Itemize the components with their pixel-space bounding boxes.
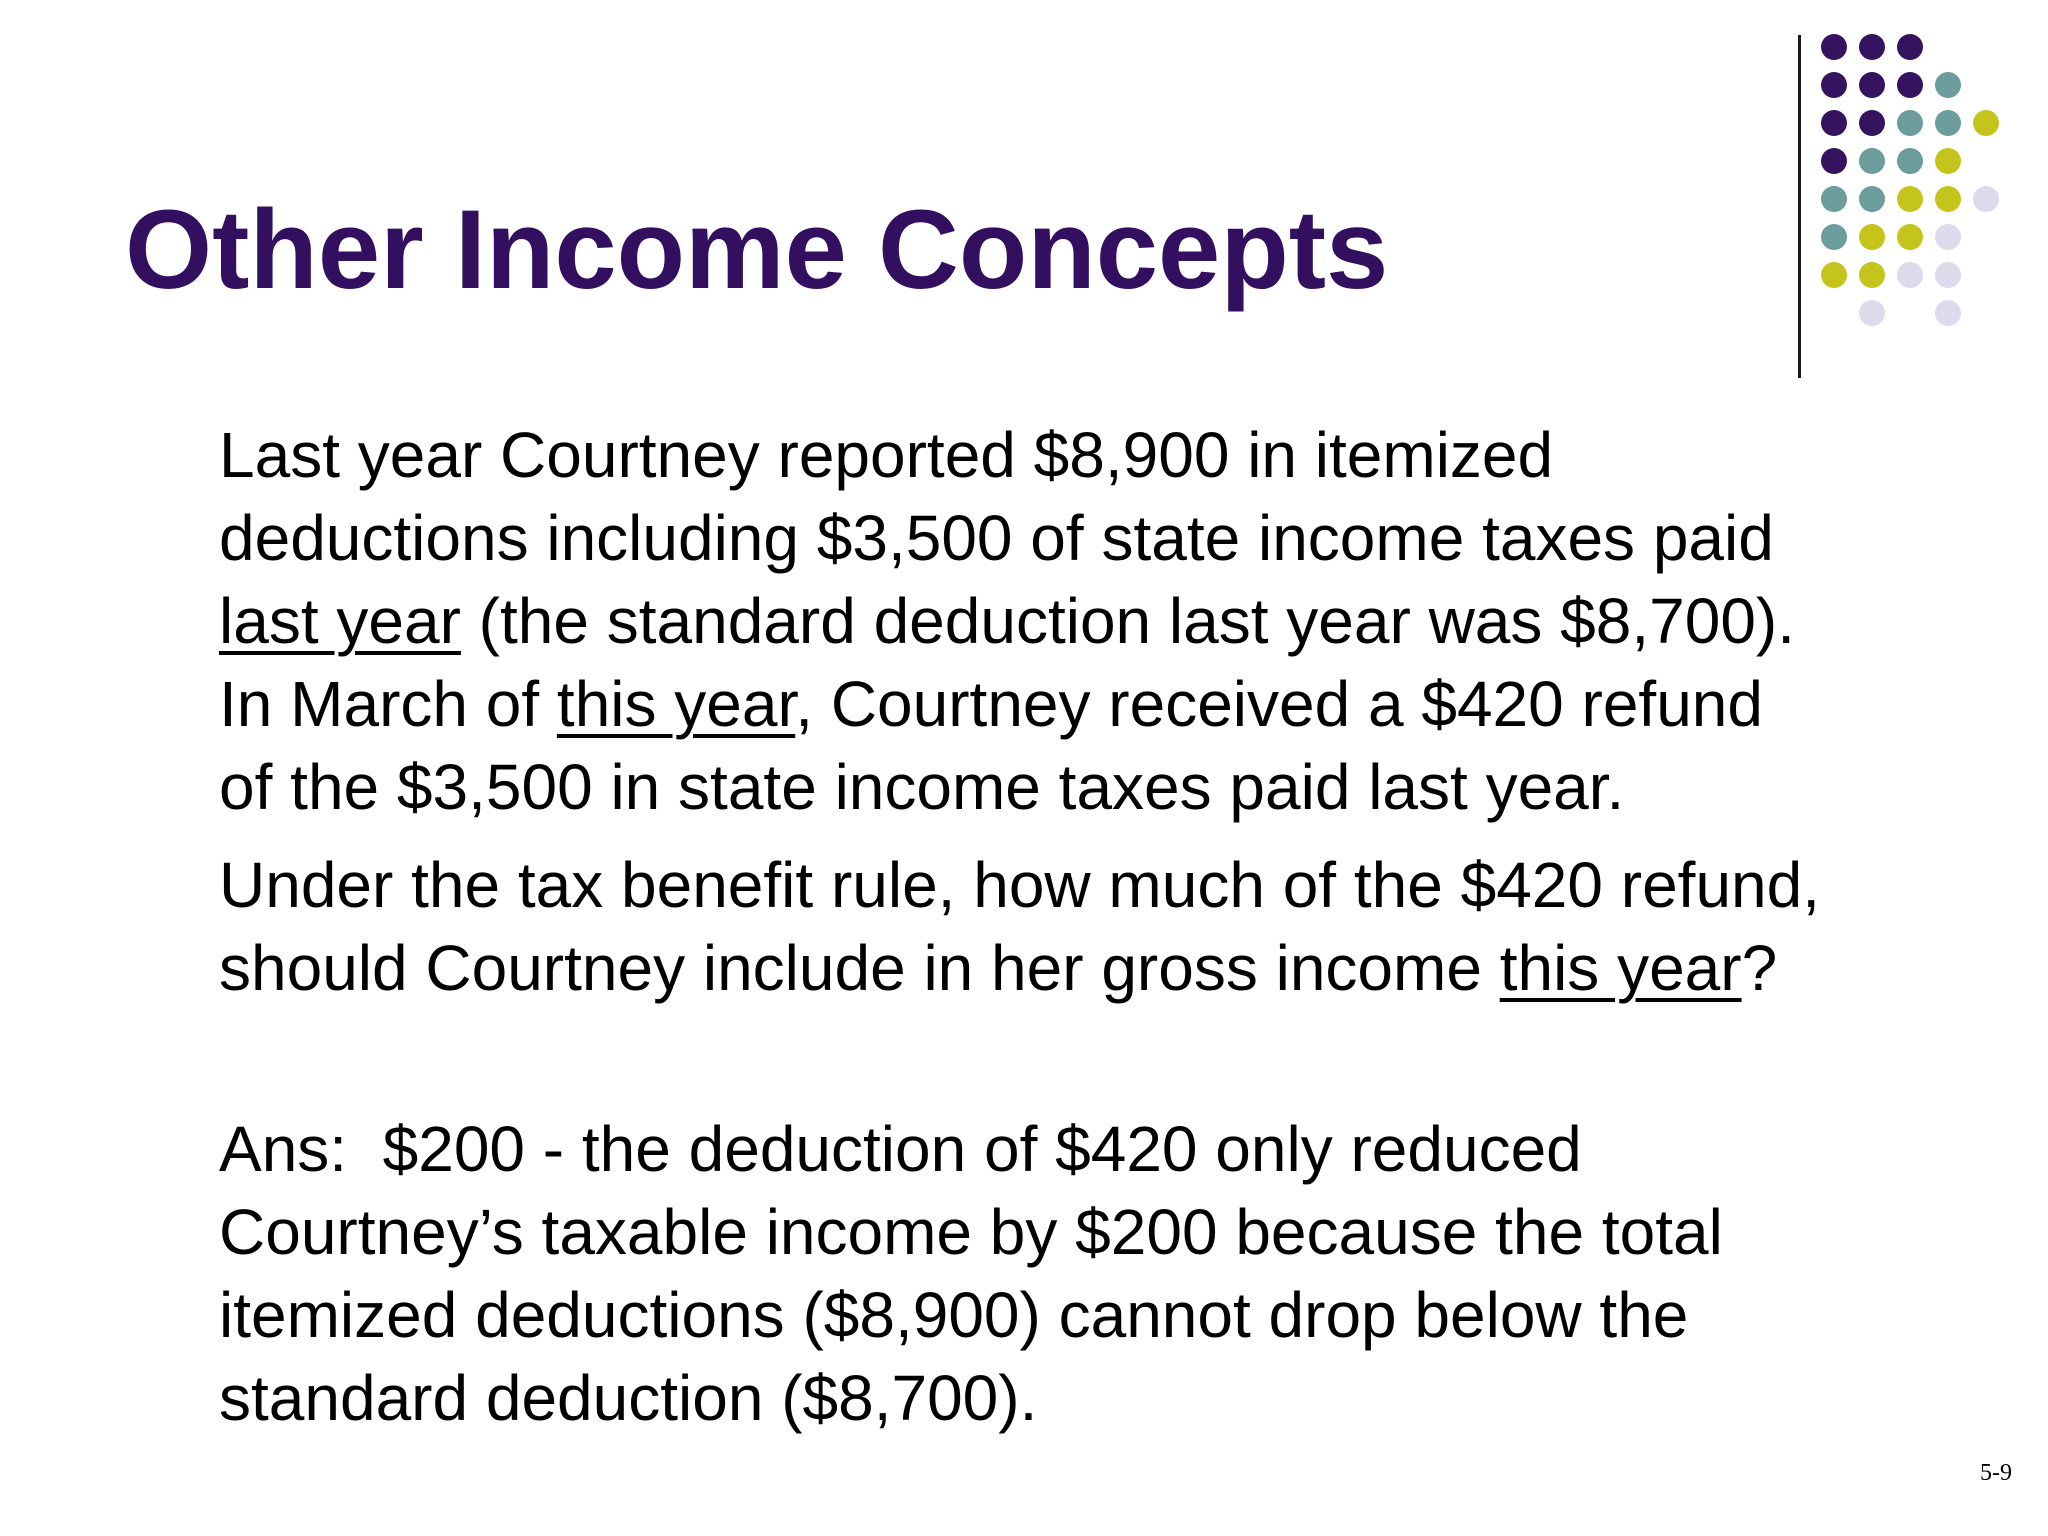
- text-run: Courtney’s taxable income by $200 because the total: [219, 1196, 1723, 1268]
- slide-title: Other Income Concepts: [125, 187, 1389, 312]
- text-run: should Courtney include in her gross income: [219, 932, 1500, 1004]
- dot: [1821, 186, 1847, 212]
- text-run: In March of: [219, 668, 557, 740]
- dot: [1935, 262, 1961, 288]
- title-divider-line: [1798, 35, 1801, 378]
- dot: [1973, 186, 1999, 212]
- text-run: Ans: $200 - the deduction of $420 only reduced: [219, 1113, 1582, 1185]
- dot: [1821, 224, 1847, 250]
- dot: [1935, 110, 1961, 136]
- text-run: Under the tax benefit rule, how much of the $420 refund,: [219, 849, 1820, 921]
- dot: [1935, 224, 1961, 250]
- dot: [1859, 110, 1885, 136]
- text-run: of the $3,500 in state income taxes paid last year.: [219, 751, 1625, 823]
- dot: [1859, 300, 1885, 326]
- text-line: [219, 580, 2019, 663]
- text-line: [219, 1357, 2019, 1440]
- dot: [1935, 72, 1961, 98]
- dot: [1897, 186, 1923, 212]
- dot: [1859, 186, 1885, 212]
- dot: [1859, 262, 1885, 288]
- dot: [1897, 72, 1923, 98]
- dot: [1897, 224, 1923, 250]
- dot: [1935, 186, 1961, 212]
- text-run: , Courtney received a $420 refund: [795, 668, 1763, 740]
- text-line: [219, 1108, 2019, 1191]
- text-run: deductions including $3,500 of state income taxes paid: [219, 502, 1774, 574]
- text-line: [219, 1274, 2019, 1357]
- dot: [1973, 110, 1999, 136]
- text-run: ?: [1741, 932, 1778, 1004]
- text-run: standard deduction ($8,700).: [219, 1362, 1038, 1434]
- dot: [1821, 110, 1847, 136]
- dot: [1897, 110, 1923, 136]
- text-line: [219, 927, 2019, 1010]
- dot: [1821, 72, 1847, 98]
- text-line: [219, 844, 2019, 927]
- dot: [1859, 148, 1885, 174]
- paragraph-question: [219, 844, 2019, 1010]
- text-line: [219, 497, 2019, 580]
- text-line: [219, 414, 2019, 497]
- dot: [1897, 262, 1923, 288]
- text-line: [219, 746, 2019, 829]
- underlined-text-run: last year: [219, 585, 461, 657]
- text-run: (the standard deduction last year was $8,700).: [460, 585, 1795, 657]
- dot: [1821, 34, 1847, 60]
- text-line: [219, 1191, 2019, 1274]
- text-line: [219, 663, 2019, 746]
- text-run: Last year Courtney reported $8,900 in itemized: [219, 419, 1554, 491]
- dot: [1897, 148, 1923, 174]
- dot: [1897, 34, 1923, 60]
- dot: [1859, 72, 1885, 98]
- dot: [1859, 34, 1885, 60]
- dot: [1935, 300, 1961, 326]
- dot: [1859, 224, 1885, 250]
- underlined-text-run: this year: [1499, 932, 1742, 1004]
- paragraph-answer: [219, 1108, 2019, 1440]
- underlined-text-run: this year: [556, 668, 796, 740]
- page-number: 5-9: [1980, 1460, 2012, 1486]
- dot: [1935, 148, 1961, 174]
- decorative-dot-grid: [1816, 30, 2036, 340]
- dot: [1821, 148, 1847, 174]
- slide-body: [219, 414, 2019, 1440]
- paragraph-scenario: [219, 414, 2019, 829]
- text-run: itemized deductions ($8,900) cannot drop below the: [219, 1279, 1689, 1351]
- dot: [1821, 262, 1847, 288]
